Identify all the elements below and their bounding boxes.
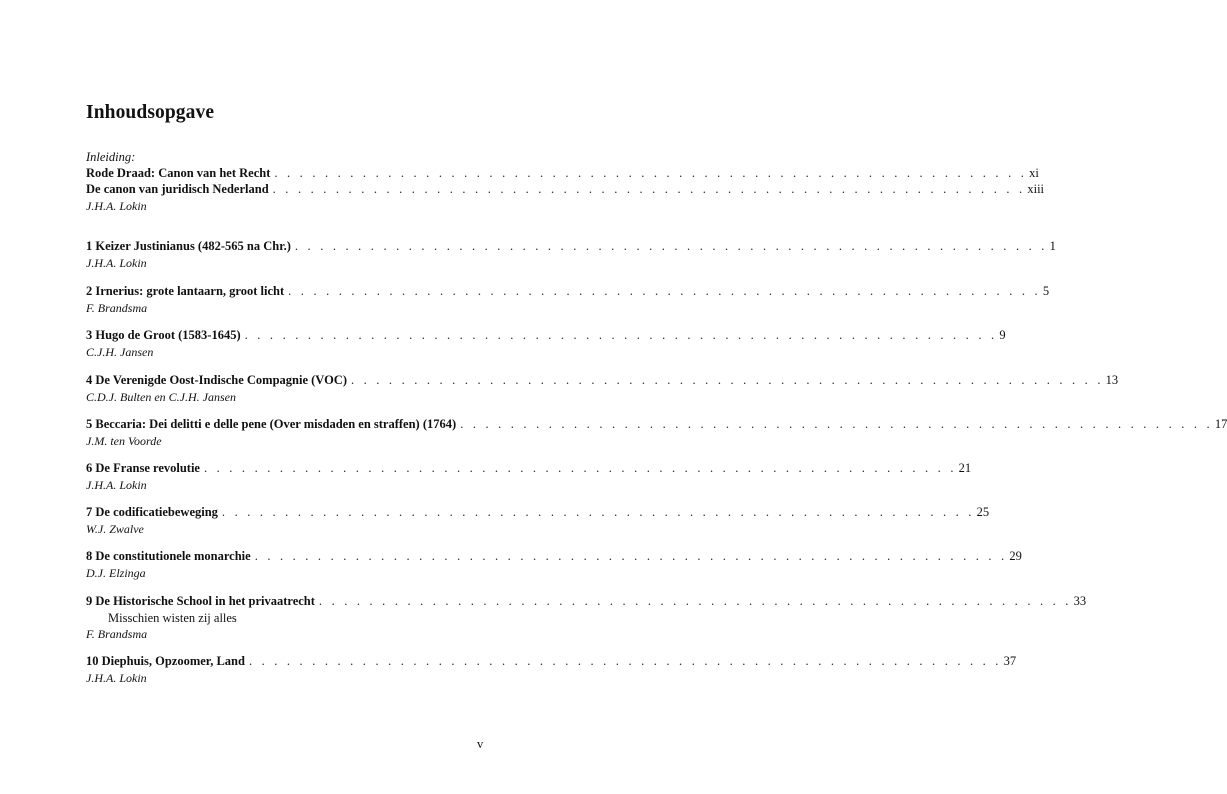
toc-entry-chapter-2[interactable] bbox=[86, 283, 1050, 316]
entry-author: W.J. Zwalve bbox=[86, 522, 144, 536]
dot-leader: . . . . . . . . . . . . . . . . . . . . . . . . . . . . . . . . . . . . . . . . . . . . . . . . . . . . . . . . . . . . bbox=[460, 417, 1213, 431]
entry-title: 9 De Historische School in het privaatrecht bbox=[86, 594, 315, 608]
toc-entry-chapter-8[interactable] bbox=[86, 548, 1022, 581]
entry-page: xi bbox=[1029, 166, 1039, 180]
entry-title: 7 De codificatiebeweging bbox=[86, 505, 218, 519]
dot-leader: . . . . . . . . . . . . . . . . . . . . . . . . . . . . . . . . . . . . . . . . . . . . . . . . . . . . . . . . . . . . bbox=[294, 239, 1048, 253]
dot-leader: . . . . . . . . . . . . . . . . . . . . . . . . . . . . . . . . . . . . . . . . . . . . . . . . . . . . . . . . . . . . bbox=[350, 373, 1104, 387]
toc-entry-intro-1[interactable] bbox=[86, 165, 1039, 182]
entry-title: 1 Keizer Justinianus (482-565 na Chr.) bbox=[86, 239, 291, 253]
entry-author: J.M. ten Voorde bbox=[86, 434, 162, 448]
entry-title: Rode Draad: Canon van het Recht bbox=[86, 166, 271, 180]
entry-author: C.D.J. Bulten en C.J.H. Jansen bbox=[86, 390, 236, 404]
toc-entry-intro-2[interactable] bbox=[86, 181, 1045, 214]
entry-page: 29 bbox=[1009, 549, 1022, 563]
entry-author: J.H.A. Lokin bbox=[86, 478, 147, 492]
entry-author: J.H.A. Lokin bbox=[86, 256, 147, 270]
entry-page: 5 bbox=[1042, 284, 1050, 298]
entry-page: 33 bbox=[1073, 594, 1087, 608]
page-title: Inhoudsopgave bbox=[86, 102, 215, 123]
entry-title: 4 De Verenigde Oost-Indische Compagnie (VOC) bbox=[86, 373, 347, 387]
entry-title: 5 Beccaria: Dei delitti e delle pene (Over misdaden en straffen) (1764) bbox=[86, 417, 457, 431]
entry-title: 8 De constitutionele monarchie bbox=[86, 549, 251, 563]
toc-entry-chapter-3[interactable] bbox=[86, 327, 1006, 360]
entry-author: J.H.A. Lokin bbox=[86, 671, 147, 685]
entry-title: 6 De Franse revolutie bbox=[86, 461, 200, 475]
dot-leader: . . . . . . . . . . . . . . . . . . . . . . . . . . . . . . . . . . . . . . . . . . . . . . . . . . . . . . . . . . . . bbox=[288, 284, 1041, 298]
entry-page: 17 bbox=[1214, 417, 1227, 431]
toc-entry-chapter-1[interactable] bbox=[86, 238, 1056, 271]
dot-leader: . . . . . . . . . . . . . . . . . . . . . . . . . . . . . . . . . . . . . . . . . . . . . . . . . . . . . . . . . . . . bbox=[318, 594, 1072, 608]
entry-page: xiii bbox=[1027, 182, 1045, 196]
entry-author: J.H.A. Lokin bbox=[86, 199, 147, 213]
entry-page: 37 bbox=[1003, 654, 1017, 668]
entry-page: 9 bbox=[999, 328, 1006, 342]
dot-leader: . . . . . . . . . . . . . . . . . . . . . . . . . . . . . . . . . . . . . . . . . . . . . . . . . . . . . . . . . . . . bbox=[254, 549, 1008, 563]
dot-leader: . . . . . . . . . . . . . . . . . . . . . . . . . . . . . . . . . . . . . . . . . . . . . . . . . . . . . . . . . . . . bbox=[274, 166, 1028, 180]
entry-title: De canon van juridisch Nederland bbox=[86, 182, 269, 196]
entry-title: 2 Irnerius: grote lantaarn, groot licht bbox=[86, 284, 285, 298]
dot-leader: . . . . . . . . . . . . . . . . . . . . . . . . . . . . . . . . . . . . . . . . . . . . . . . . . . . . . . . . . . . . bbox=[221, 505, 975, 519]
toc-entry-chapter-5[interactable] bbox=[86, 416, 1227, 449]
entry-author: C.J.H. Jansen bbox=[86, 345, 154, 359]
toc-entry-chapter-6[interactable] bbox=[86, 460, 972, 493]
toc-entry-chapter-10[interactable] bbox=[86, 653, 1017, 686]
entry-title: 10 Diephuis, Opzoomer, Land bbox=[86, 654, 245, 668]
entry-page: 1 bbox=[1049, 239, 1056, 253]
toc-entry-chapter-4[interactable] bbox=[86, 372, 1119, 405]
entry-page: 25 bbox=[976, 505, 990, 519]
entry-page: 21 bbox=[958, 461, 972, 475]
dot-leader: . . . . . . . . . . . . . . . . . . . . . . . . . . . . . . . . . . . . . . . . . . . . . . . . . . . . . . . . . . . . bbox=[203, 461, 957, 475]
entry-title: 3 Hugo de Groot (1583-1645) bbox=[86, 328, 241, 342]
dot-leader: . . . . . . . . . . . . . . . . . . . . . . . . . . . . . . . . . . . . . . . . . . . . . . . . . . . . . . . . . . . . bbox=[248, 654, 1002, 668]
entry-author: F. Brandsma bbox=[86, 301, 148, 315]
toc-entry-chapter-7[interactable] bbox=[86, 504, 990, 537]
entry-page: 13 bbox=[1105, 373, 1119, 387]
entry-subtitle: Misschien wisten zij alles bbox=[108, 611, 237, 625]
dot-leader: . . . . . . . . . . . . . . . . . . . . . . . . . . . . . . . . . . . . . . . . . . . . . . . . . . . . . . . . . . . . bbox=[244, 328, 998, 342]
page-number: v bbox=[477, 737, 484, 751]
toc-entry-chapter-9[interactable] bbox=[86, 593, 1087, 642]
intro-label: Inleiding: bbox=[86, 150, 136, 164]
entry-author: D.J. Elzinga bbox=[86, 566, 146, 580]
dot-leader: . . . . . . . . . . . . . . . . . . . . . . . . . . . . . . . . . . . . . . . . . . . . . . . . . . . . . . . . . . . . bbox=[272, 182, 1026, 196]
entry-author: F. Brandsma bbox=[86, 627, 148, 641]
